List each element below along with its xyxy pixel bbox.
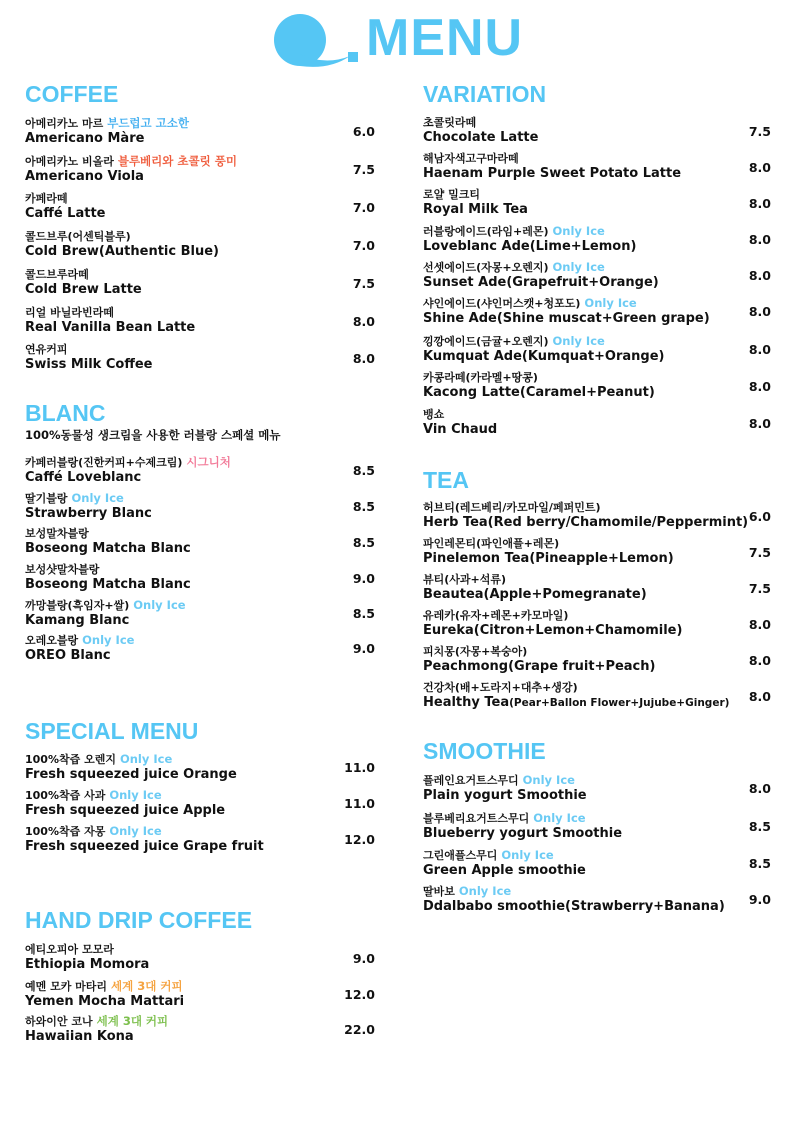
item-tag: 세계 3대 커피 (96, 1014, 169, 1028)
menu-item (423, 116, 771, 150)
item-korean-name: 100%착즙 사과 (25, 789, 106, 802)
item-english-name: Shine Ade(Shine muscat+Green grape) (423, 311, 710, 326)
menu-item (423, 773, 771, 807)
menu-item (423, 334, 771, 368)
item-english-name: Peachmong(Grape fruit+Peach) (423, 659, 656, 674)
item-price: 8.0 (748, 232, 771, 247)
item-tag: Only Ice (533, 811, 586, 825)
menu-item (423, 188, 771, 222)
item-korean-name: 초콜릿라떼 (423, 116, 477, 129)
item-korean-name: 샤인에이드(샤인머스캣+청포도) (423, 297, 581, 310)
item-korean-name: 허브티(레드베리/카모마일/페퍼민트) (423, 501, 601, 514)
item-price: 7.5 (352, 162, 375, 177)
item-korean-name: 아메리카노 비올라 (25, 155, 114, 168)
item-price: 11.0 (344, 796, 375, 811)
item-korean-name: 까망블랑(흑임자+쌀) (25, 599, 130, 612)
menu-item (25, 788, 375, 822)
item-price: 8.0 (748, 304, 771, 319)
item-english-name: Plain yogurt Smoothie (423, 788, 587, 803)
item-tag: 세계 3대 커피 (111, 979, 183, 993)
menu-item (423, 296, 771, 330)
item-price: 8.0 (748, 160, 771, 175)
item-price: 7.5 (748, 124, 771, 139)
menu-item (423, 609, 771, 643)
item-tag: Only Ice (82, 633, 135, 647)
item-korean-name: 피치몽(자몽+복숭아) (423, 645, 528, 658)
menu-item (423, 371, 771, 405)
section-title-hand-drip: HAND DRIP COFFEE (25, 907, 253, 933)
section-title-blanc: BLANC (25, 400, 106, 426)
item-english-name: Ddalbabo smoothie(Strawberry+Banana) (423, 899, 725, 914)
menu-item (25, 343, 375, 377)
menu-item (423, 681, 771, 715)
item-english-name: Ethiopia Momora (25, 957, 150, 972)
item-price: 8.5 (352, 606, 375, 621)
item-english-name: Americano Màre (25, 131, 145, 146)
item-korean-name: 플레인요거트스무디 (423, 774, 519, 787)
item-korean-name: 카페러블랑(진한커피+수제크림) (25, 456, 183, 469)
item-korean-name: 연유커피 (25, 343, 68, 356)
item-tag: Only Ice (109, 788, 162, 802)
item-korean-name: 예멘 모카 마타리 (25, 980, 108, 993)
item-tag: Only Ice (522, 773, 575, 787)
item-english-name: Americano Viola (25, 169, 144, 184)
section-coffee (25, 80, 375, 108)
item-english-name: Chocolate Latte (423, 130, 539, 145)
section-title-smoothie: SMOOTHIE (423, 738, 546, 764)
item-korean-name: 건강차(배+도라지+대추+생강) (423, 681, 578, 694)
item-price: 8.5 (352, 535, 375, 550)
section-variation (423, 80, 771, 108)
item-english-name: Vin Chaud (423, 422, 498, 437)
item-english-name: Kumquat Ade(Kumquat+Orange) (423, 349, 665, 364)
item-tag: Only Ice (552, 260, 605, 274)
item-korean-name: 카페라떼 (25, 192, 68, 205)
item-korean-name: 뷰티(사과+석류) (423, 573, 507, 586)
item-price: 7.0 (352, 238, 375, 253)
item-korean-name: 블루베리요거트스무디 (423, 812, 530, 825)
item-english-name: Healthy Tea (423, 695, 510, 710)
item-price: 9.0 (748, 892, 771, 907)
menu-item (423, 501, 771, 535)
item-tag: Only Ice (133, 598, 186, 612)
menu-item (25, 527, 375, 561)
menu-title: MENU (366, 9, 524, 67)
item-korean-name: 에티오피아 모모라 (25, 943, 114, 956)
item-english-name: Caffé Latte (25, 206, 106, 221)
item-english-name: Boseong Matcha Blanc (25, 541, 191, 556)
item-korean-name: 보성말차블랑 (25, 527, 89, 540)
item-english-name: Green Apple smoothie (423, 863, 586, 878)
section-smoothie (423, 737, 771, 765)
menu-item (25, 1014, 375, 1048)
item-korean-name: 하와이안 코나 (25, 1015, 93, 1028)
menu-item (423, 573, 771, 607)
menu-item (25, 306, 375, 340)
item-english-name: Cold Brew Latte (25, 282, 142, 297)
item-tag: Only Ice (71, 491, 124, 505)
item-price: 8.0 (748, 689, 771, 704)
section-title-variation: VARIATION (423, 81, 547, 107)
section-title-special-menu: SPECIAL MENU (25, 718, 199, 744)
item-tag: Only Ice (501, 848, 554, 862)
item-price: 11.0 (344, 760, 375, 775)
section-blanc (25, 399, 375, 443)
menu-item (25, 563, 375, 597)
item-price: 7.5 (748, 545, 771, 560)
section-hand-drip-coffee (25, 906, 375, 934)
item-english-name: Strawberry Blanc (25, 506, 152, 521)
item-english-name: Kacong Latte(Caramel+Peanut) (423, 385, 655, 400)
section-subtitle-blanc: 100%동물성 생크림을 사용한 러블랑 스페셜 메뉴 (25, 428, 281, 442)
item-english-name: Royal Milk Tea (423, 202, 528, 217)
item-price: 9.0 (352, 641, 375, 656)
item-korean-name: 딸바보 (423, 885, 455, 898)
item-tag: 시그니처 (186, 455, 231, 469)
item-korean-name: 콜드브루(어센틱블루) (25, 230, 131, 243)
menu-item (423, 260, 771, 294)
item-english-name: Eureka(Citron+Lemon+Chamomile) (423, 623, 683, 638)
item-tag: 부드럽고 고소한 (107, 116, 189, 130)
item-english-name: OREO Blanc (25, 648, 111, 663)
item-english-name: Fresh squeezed juice Grape fruit (25, 839, 264, 854)
item-korean-name: 100%착즙 자몽 (25, 825, 106, 838)
item-english-name: Haenam Purple Sweet Potato Latte (423, 166, 682, 181)
menu-item (25, 943, 375, 977)
item-korean-name: 카콩라떼(카라멜+땅콩) (423, 371, 538, 384)
section-title-coffee: COFFEE (25, 81, 119, 107)
item-english-name: Loveblanc Ade(Lime+Lemon) (423, 239, 637, 254)
menu-item (423, 408, 771, 442)
item-korean-name: 리얼 바닐라빈라떼 (25, 306, 114, 319)
item-price: 8.0 (748, 653, 771, 668)
menu-item (423, 152, 771, 186)
menu-item (25, 979, 375, 1013)
item-tag: Only Ice (119, 752, 173, 766)
menu-item (25, 824, 375, 858)
item-tag: Only Ice (109, 824, 162, 838)
item-korean-name: 그린애플스무디 (423, 849, 498, 862)
item-english-name: Boseong Matcha Blanc (25, 577, 191, 592)
item-price: 8.0 (352, 351, 375, 366)
section-special-menu (25, 717, 375, 745)
item-price: 6.0 (748, 509, 771, 524)
item-price: 8.5 (748, 819, 771, 834)
menu-item (25, 230, 375, 264)
item-english-name: Beautea(Apple+Pomegranate) (423, 587, 647, 602)
item-english-name: Fresh squeezed juice Orange (25, 767, 237, 782)
item-korean-name: 러블랑에이드(라임+레몬) (423, 225, 549, 238)
section-title-tea: TEA (423, 467, 469, 493)
item-english-name: Real Vanilla Bean Latte (25, 320, 196, 335)
item-price: 8.0 (748, 379, 771, 394)
item-price: 8.0 (748, 416, 771, 431)
menu-item (25, 455, 375, 489)
item-english-name: Herb Tea(Red berry/Chamomile/Peppermint) (423, 515, 749, 530)
item-korean-name: 뱅쇼 (423, 408, 445, 421)
menu-item (25, 116, 375, 150)
item-english-name: Fresh squeezed juice Apple (25, 803, 226, 818)
menu-item (25, 491, 375, 525)
item-price: 8.5 (352, 463, 375, 478)
item-price: 9.0 (352, 951, 375, 966)
item-korean-name: 파인레몬티(파인애플+레몬) (423, 537, 560, 550)
item-price: 8.0 (748, 196, 771, 211)
item-korean-name: 유레카(유자+레몬+카모마일) (423, 609, 569, 622)
item-english-name: Kamang Blanc (25, 613, 130, 628)
item-price: 7.5 (748, 581, 771, 596)
menu-item (25, 633, 375, 667)
menu-item (423, 848, 771, 882)
item-price: 8.0 (748, 342, 771, 357)
menu-header (270, 9, 530, 68)
item-english-name: Cold Brew(Authentic Blue) (25, 244, 219, 259)
menu-item (25, 154, 375, 188)
item-price: 7.5 (352, 276, 375, 291)
item-english-name: Pinelemon Tea(Pineapple+Lemon) (423, 551, 674, 566)
item-price: 8.0 (352, 314, 375, 329)
menu-item (423, 645, 771, 679)
menu-item (25, 192, 375, 226)
item-tag: Only Ice (584, 296, 637, 310)
menu-item (423, 884, 771, 918)
item-tag: 블루베리와 초콜릿 풍미 (117, 154, 237, 168)
item-english-detail: (Pear+Ballon Flower+Jujube+Ginger) (509, 697, 730, 709)
item-english-name: Yemen Mocha Mattari (25, 994, 185, 1009)
item-price: 6.0 (352, 124, 375, 139)
menu-item (25, 268, 375, 302)
item-tag: Only Ice (552, 224, 605, 238)
item-price: 8.5 (748, 856, 771, 871)
item-korean-name: 보성샷말차블랑 (25, 563, 100, 576)
item-korean-name: 로얄 밀크티 (423, 188, 480, 201)
item-english-name: Sunset Ade(Grapefruit+Orange) (423, 275, 659, 290)
logo-bubble-icon (270, 12, 362, 68)
item-korean-name: 딸기블랑 (25, 492, 68, 505)
menu-item (423, 811, 771, 845)
menu-item (25, 752, 375, 786)
item-tag: Only Ice (458, 884, 512, 898)
item-korean-name: 100%착즙 오렌지 (25, 753, 116, 766)
item-price: 7.0 (352, 200, 375, 215)
item-price: 12.0 (344, 832, 375, 847)
menu-item (423, 537, 771, 571)
menu-item (423, 224, 771, 258)
item-english-name: Swiss Milk Coffee (25, 357, 153, 372)
item-korean-name: 해남자색고구마라떼 (423, 152, 519, 165)
item-price: 8.0 (748, 781, 771, 796)
item-korean-name: 아메리카노 마르 (25, 117, 104, 130)
item-price: 8.0 (748, 617, 771, 632)
item-price: 12.0 (344, 987, 375, 1002)
item-korean-name: 선셋에이드(자몽+오렌지) (423, 261, 549, 274)
item-price: 9.0 (352, 571, 375, 586)
item-korean-name: 오레오블랑 (25, 634, 79, 647)
section-tea (423, 466, 771, 494)
item-price: 8.5 (352, 499, 375, 514)
item-english-name: Blueberry yogurt Smoothie (423, 826, 623, 841)
item-price: 8.0 (748, 268, 771, 283)
item-price: 22.0 (344, 1022, 375, 1037)
menu-item (25, 598, 375, 632)
item-english-name: Hawaiian Kona (25, 1029, 134, 1044)
item-korean-name: 낑깡에이드(금귤+오렌지) (423, 335, 549, 348)
item-tag: Only Ice (552, 334, 605, 348)
item-english-name: Caffé Loveblanc (25, 470, 142, 485)
item-korean-name: 콜드브루라떼 (25, 268, 89, 281)
